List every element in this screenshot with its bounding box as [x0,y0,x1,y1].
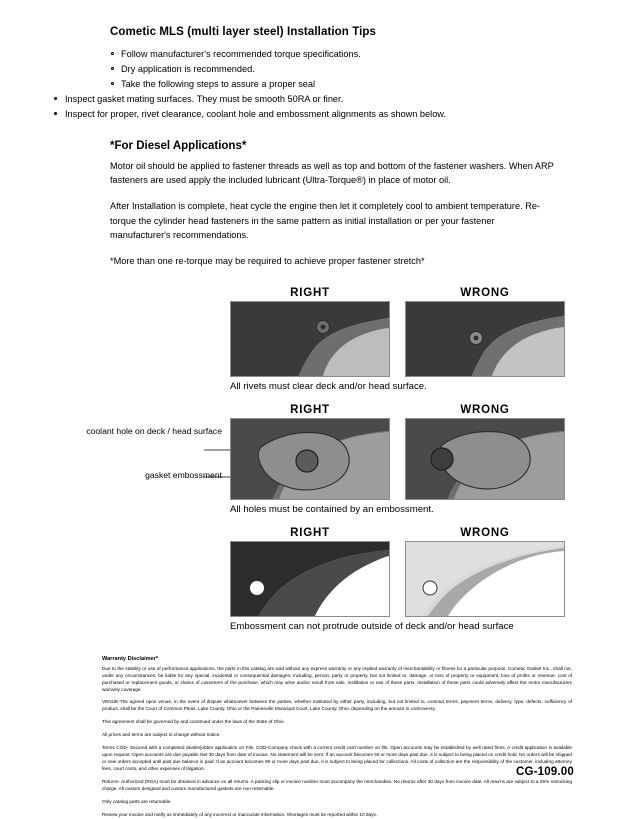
figure-right-rivets [230,287,390,377]
warranty-heading: Warranty Disclaimer* [102,655,159,662]
figure-right-protrusion [230,527,390,617]
warranty-section [102,656,572,819]
warranty-paragraph: Returns- Authorized (RGA) must be obtained in advance on all returns. A packing slip or invoice number must accompany the merchandise. No returns after 30 days from invoice date. All returns are subject to a 25% restocking charge. All custom designed and custom manufactured gaskets are non-returnable. [102,779,572,792]
figure-image-right-rivets [230,301,390,377]
figure-caption-rivets: All rivets must clear deck and/or head surface. [230,380,427,392]
figure-image-right-holes [230,418,390,500]
figure-wrong-holes [405,404,565,500]
figure-group-rivets [44,287,574,394]
callout-gasket-embossment: gasket embossment [145,469,222,480]
figure-label-right: RIGHT [290,286,330,299]
figure-caption-holes: All holes must be contained by an embossment. [230,503,434,515]
callout-coolant-hole: coolant hole on deck / head surface [86,425,222,436]
figure-wrong-rivets [405,287,565,377]
warranty-paragraph: Review your invoice and notify us immediately of any incorrect or inaccurate information. Shortages must be reported within 10 days. [102,811,378,817]
list-item: Dry application is recommended. [110,62,574,77]
figure-image-right-protrusion [230,541,390,617]
warranty-paragraph: All prices and terms are subject to change without notice. [102,732,221,738]
callout-leader-lines [44,404,230,514]
warranty-paragraph: This agreement shall be governed by and construed under the laws of the State of Ohio. [102,719,285,725]
figure-right-holes [230,404,390,500]
retorque-note: *More than one re-torque may be required to achieve proper fastener stretch* [110,256,425,267]
figure-caption-protrusion: Embossment can not protrude outside of deck and/or head surface [230,620,514,632]
warranty-paragraph: Only catalog parts are returnable. [102,799,172,804]
installation-tips-list [110,47,574,92]
warranty-paragraph: Due to the stability or use of performance applications, the parts in this catalog are sold without any express warranty or any implied warranty of merchantability or fitness for a particular purpose. Cometic Gasket Inc., shall not, under any circumstances, be liable for any special, incidental or consequential damages, including, person, party or property, but not limited to, damage, or loss of property or equipment, loss of profits or revenue, cost of purchased or replacement goods, or claims of customers of the purchase, which may arise and/or result from sale, instillation or use of these parts. Installation of these parts could adversely affect the motor manufacturers warranty coverage. [102,665,572,692]
diesel-section-heading: *For Diesel Applications* [110,139,247,152]
page-title: Cometic MLS (multi layer steel) Installation Tips [110,26,377,38]
figure-group-holes [44,404,574,517]
installation-subtips-list [44,92,574,122]
figure-image-wrong-rivets [405,301,565,377]
figure-wrong-protrusion [405,527,565,617]
figure-label-wrong: WRONG [460,526,510,539]
figure-label-right: RIGHT [290,403,330,416]
figure-group-protrusion [44,527,574,634]
figure-image-wrong-holes [405,418,565,500]
warranty-paragraph: Terms COD- Secured with a completed dealer/jobber application on File, COD-Company check with a current credit card number on file. Open accounts may be established by well rated firms. A credit application is available upon request. Open accounts are due payable Net 30 days from date of invoice. No statement will be sent. If an account becomes 60 or more days past due, it is subject to being placed on credit hold. No orders will be shipped or new orders accepted until past due balance is paid. If an account becomes 90 or more days past due, it is subject to being placed for collections. All costs of collection are the responsibility of the customer, including attorney fees, court costs, and other expenses of litigation. [102,745,572,772]
list-item: Inspect gasket mating surfaces. They must be smooth 50RA or finer. [52,92,574,107]
figure-image-wrong-protrusion [405,541,565,617]
list-item: Follow manufacturer's recommended torque specifications. [110,47,574,62]
list-item: Take the following steps to assure a proper seal [110,77,574,92]
warranty-paragraph: VENUE-The agreed upon venue, in the event of dispute whatsoever between the parties, whether instituted by either party, including, but not limited to, contract terms, payment terms, delivery, type, defects, sufficiency of product, shall be the Court of Common Pleas, Lake County, Ohio or the Painesville Municipal Court, Lake County, Ohio, depending on the amount in controversy. [102,699,572,712]
list-item: Inspect for proper, rivet clearance, coolant hole and embossment alignments as shown below. [52,107,574,122]
figure-label-wrong: WRONG [460,403,510,416]
diesel-paragraph-1: Motor oil should be applied to fastener threads as well as top and bottom of the fastener washers. When ARP fasteners are used apply the included lubricant (Ultra-Torque®) in place of motor oil. [110,160,554,186]
figure-label-right: RIGHT [290,526,330,539]
figures-section [44,287,574,634]
diesel-paragraph-2: After Installation is complete, heat cycle the engine then let it completely cool to ambient temperature. Re-torque the cylinder head fasteners in the same pattern as initial installation or per your fastener manufacturer's recommendations. [110,200,540,241]
figure-label-wrong: WRONG [460,286,510,299]
document-number: CG-109.00 [515,766,574,778]
